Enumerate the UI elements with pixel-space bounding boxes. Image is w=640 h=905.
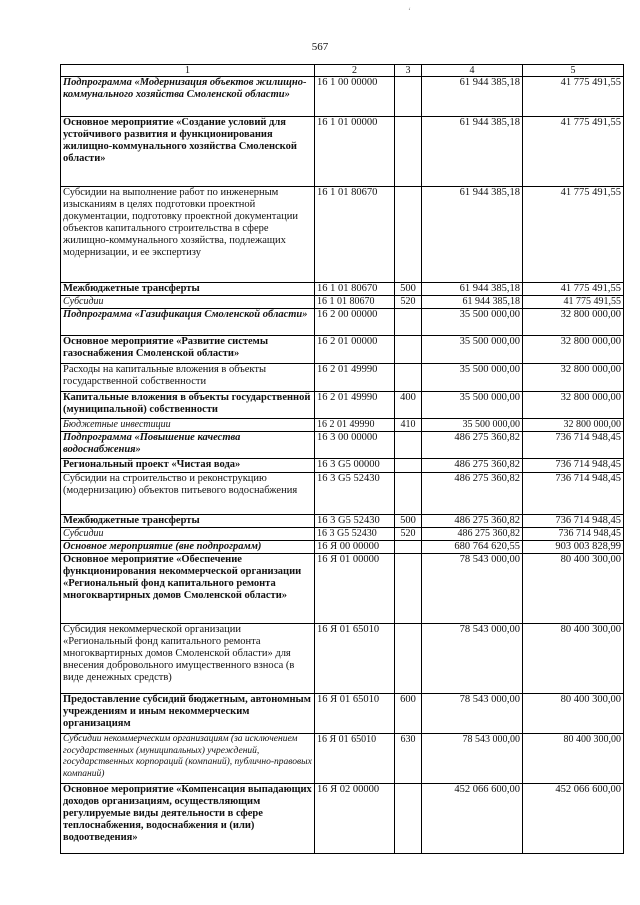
row-code: 16 3 G5 52430 (315, 515, 395, 528)
row-name: Межбюджетные трансферты (61, 283, 315, 296)
row-sum-year-2: 41 775 491,55 (523, 296, 624, 309)
row-name: Подпрограмма «Газификация Смоленской области» (61, 309, 315, 336)
row-expense-type: 500 (395, 283, 422, 296)
row-expense-type (395, 187, 422, 283)
row-code: 16 Я 02 00000 (315, 784, 395, 854)
row-name: Межбюджетные трансферты (61, 515, 315, 528)
row-sum-year-1: 61 944 385,18 (422, 77, 523, 117)
row-name: Предоставление субсидий бюджетным, автономным учреждениям и иным некоммерческим организациям (61, 694, 315, 734)
row-name: Капитальные вложения в объекты государственной (муниципальной) собственности (61, 392, 315, 419)
row-expense-type: 400 (395, 392, 422, 419)
row-sum-year-2: 32 800 000,00 (523, 336, 624, 364)
table-row (61, 392, 624, 419)
table-row (61, 528, 624, 541)
row-name: Субсидии (61, 296, 315, 309)
row-sum-year-1: 78 543 000,00 (422, 734, 523, 784)
table-row (61, 364, 624, 392)
row-code: 16 Я 01 65010 (315, 734, 395, 784)
row-code: 16 1 01 80670 (315, 187, 395, 283)
row-name: Основное мероприятие (вне подпрограмм) (61, 541, 315, 554)
row-name: Бюджетные инвестиции (61, 419, 315, 432)
table-row (61, 515, 624, 528)
row-sum-year-2: 32 800 000,00 (523, 364, 624, 392)
row-sum-year-1: 35 500 000,00 (422, 364, 523, 392)
row-code: 16 Я 01 65010 (315, 624, 395, 694)
row-code: 16 1 00 00000 (315, 77, 395, 117)
row-sum-year-2: 80 400 300,00 (523, 734, 624, 784)
header-row (61, 65, 624, 77)
row-sum-year-2: 41 775 491,55 (523, 117, 624, 187)
row-sum-year-2: 41 775 491,55 (523, 283, 624, 296)
row-sum-year-1: 78 543 000,00 (422, 694, 523, 734)
table-row (61, 541, 624, 554)
row-sum-year-2: 80 400 300,00 (523, 554, 624, 624)
table-row (61, 187, 624, 283)
row-sum-year-1: 486 275 360,82 (422, 459, 523, 473)
row-name: Основное мероприятие «Создание условий для устойчивого развития и функционирования жилищно-коммунального хозяйства Смоленской области» (61, 117, 315, 187)
header-col-1: 1 (61, 65, 315, 77)
row-name: Подпрограмма «Модернизация объектов жилищно-коммунального хозяйства Смоленской области» (61, 77, 315, 117)
row-sum-year-1: 486 275 360,82 (422, 432, 523, 459)
row-expense-type: 500 (395, 515, 422, 528)
row-expense-type (395, 432, 422, 459)
row-expense-type (395, 459, 422, 473)
row-sum-year-2: 32 800 000,00 (523, 419, 624, 432)
row-name: Основное мероприятие «Обеспечение функционирования некоммерческой организации «Региональный фонд капитального ремонта многоквартирных домов Смоленской области» (61, 554, 315, 624)
row-expense-type (395, 309, 422, 336)
row-sum-year-2: 736 714 948,45 (523, 432, 624, 459)
row-code: 16 2 01 49990 (315, 364, 395, 392)
table-row (61, 694, 624, 734)
row-sum-year-1: 486 275 360,82 (422, 473, 523, 515)
row-code: 16 Я 01 65010 (315, 694, 395, 734)
row-name: Субсидии (61, 528, 315, 541)
row-sum-year-1: 61 944 385,18 (422, 296, 523, 309)
row-sum-year-1: 78 543 000,00 (422, 554, 523, 624)
row-sum-year-2: 41 775 491,55 (523, 187, 624, 283)
row-code: 16 Я 00 00000 (315, 541, 395, 554)
table-row (61, 117, 624, 187)
row-sum-year-2: 736 714 948,45 (523, 528, 624, 541)
row-sum-year-1: 452 066 600,00 (422, 784, 523, 854)
header-col-3: 3 (395, 65, 422, 77)
row-name: Региональный проект «Чистая вода» (61, 459, 315, 473)
row-code: 16 2 01 49990 (315, 419, 395, 432)
row-sum-year-1: 35 500 000,00 (422, 336, 523, 364)
row-sum-year-1: 78 543 000,00 (422, 624, 523, 694)
row-sum-year-1: 35 500 000,00 (422, 419, 523, 432)
row-name: Субсидия некоммерческой организации «Региональный фонд капитального ремонта многоквартирных домов Смоленской области» для внесения добровольного имущественного взноса (в виде денежных средств) (61, 624, 315, 694)
row-code: 16 3 00 00000 (315, 432, 395, 459)
row-sum-year-1: 486 275 360,82 (422, 528, 523, 541)
row-expense-type (395, 336, 422, 364)
row-expense-type (395, 473, 422, 515)
row-sum-year-2: 903 003 828,99 (523, 541, 624, 554)
row-expense-type (395, 624, 422, 694)
row-sum-year-2: 80 400 300,00 (523, 624, 624, 694)
row-code: 16 Я 01 00000 (315, 554, 395, 624)
row-expense-type: 520 (395, 528, 422, 541)
row-code: 16 1 01 00000 (315, 117, 395, 187)
row-sum-year-1: 61 944 385,18 (422, 283, 523, 296)
row-expense-type: 410 (395, 419, 422, 432)
row-expense-type (395, 554, 422, 624)
table-row (61, 283, 624, 296)
row-name: Субсидии на строительство и реконструкцию (модернизацию) объектов питьевого водоснабжения (61, 473, 315, 515)
scan-mark: ‘ (408, 6, 411, 16)
row-sum-year-2: 736 714 948,45 (523, 473, 624, 515)
row-name: Основное мероприятие «Компенсация выпадающих доходов организациям, осуществляющим регулируемые виды деятельности в сфере теплоснабжения, водоснабжения и (или) водоотведения» (61, 784, 315, 854)
row-expense-type: 520 (395, 296, 422, 309)
row-code: 16 1 01 80670 (315, 296, 395, 309)
table-row (61, 77, 624, 117)
row-sum-year-2: 80 400 300,00 (523, 694, 624, 734)
row-sum-year-2: 736 714 948,45 (523, 515, 624, 528)
header-col-2: 2 (315, 65, 395, 77)
row-name: Подпрограмма «Повышение качества водоснабжения» (61, 432, 315, 459)
row-name: Расходы на капитальные вложения в объекты государственной собственности (61, 364, 315, 392)
row-sum-year-2: 32 800 000,00 (523, 309, 624, 336)
table-row (61, 473, 624, 515)
table-row (61, 624, 624, 694)
row-code: 16 2 00 00000 (315, 309, 395, 336)
row-sum-year-2: 736 714 948,45 (523, 459, 624, 473)
row-sum-year-1: 61 944 385,18 (422, 117, 523, 187)
row-expense-type: 630 (395, 734, 422, 784)
table-row (61, 784, 624, 854)
table-row (61, 459, 624, 473)
table-row (61, 432, 624, 459)
row-code: 16 2 01 49990 (315, 392, 395, 419)
row-expense-type (395, 117, 422, 187)
row-sum-year-1: 61 944 385,18 (422, 187, 523, 283)
table-row (61, 419, 624, 432)
row-expense-type (395, 784, 422, 854)
row-expense-type (395, 541, 422, 554)
row-expense-type: 600 (395, 694, 422, 734)
row-expense-type (395, 364, 422, 392)
row-expense-type (395, 77, 422, 117)
row-name: Основное мероприятие «Развитие системы газоснабжения Смоленской области» (61, 336, 315, 364)
row-code: 16 3 G5 52430 (315, 473, 395, 515)
row-sum-year-2: 41 775 491,55 (523, 77, 624, 117)
row-sum-year-2: 32 800 000,00 (523, 392, 624, 419)
row-sum-year-1: 680 764 620,55 (422, 541, 523, 554)
table-row (61, 309, 624, 336)
table-row (61, 336, 624, 364)
table-row (61, 734, 624, 784)
row-sum-year-1: 35 500 000,00 (422, 392, 523, 419)
row-sum-year-1: 486 275 360,82 (422, 515, 523, 528)
row-code: 16 3 G5 00000 (315, 459, 395, 473)
row-code: 16 2 01 00000 (315, 336, 395, 364)
row-sum-year-1: 35 500 000,00 (422, 309, 523, 336)
row-name: Субсидии на выполнение работ по инженерным изысканиям в целях подготовки проектной документации, подготовку проектной документации объектов капитального строительства в сфере жилищно-коммунального хозяйства, подлежащих модернизации, и ее экспертизу (61, 187, 315, 283)
budget-table (60, 64, 624, 854)
table-row (61, 296, 624, 309)
header-col-4: 4 (422, 65, 523, 77)
row-sum-year-2: 452 066 600,00 (523, 784, 624, 854)
row-code: 16 1 01 80670 (315, 283, 395, 296)
page-number: 567 (311, 41, 329, 53)
row-code: 16 3 G5 52430 (315, 528, 395, 541)
header-col-5: 5 (523, 65, 624, 77)
row-name: Субсидии некоммерческим организациям (за исключением государственных (муниципальных) учреждений, государственных корпораций (компаний), публично-правовых компаний) (61, 734, 315, 784)
table-row (61, 554, 624, 624)
